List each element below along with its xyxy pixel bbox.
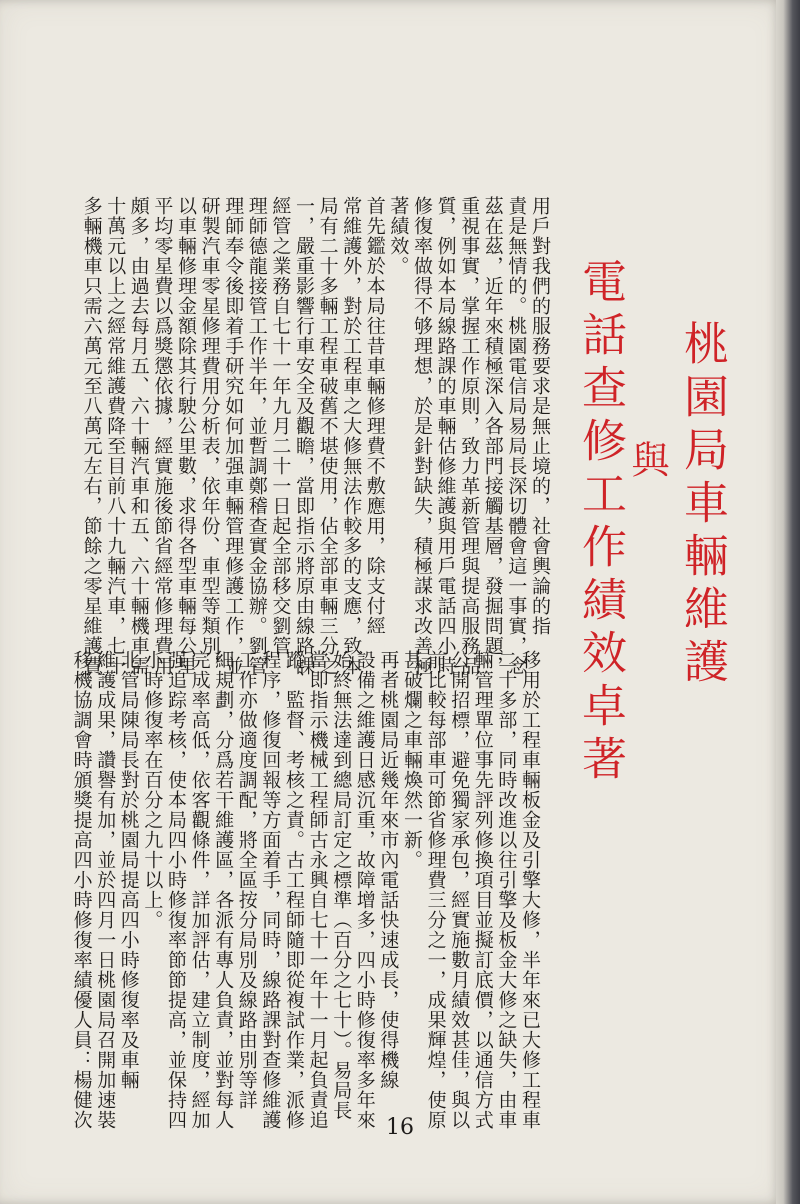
text-column: 茲在茲，近年來積極深入各部門接觸基層，發掘問題， bbox=[481, 196, 504, 676]
text-column: 修復率做得不够理想，於是針對缺失，積極謀求改善極 bbox=[411, 196, 433, 676]
text-column: 北管局陳局長對於桃園局提高四小時修復率及車輛 bbox=[117, 650, 140, 1090]
text-column: 細規劃，分爲若干維護區，各派有專人負責，並對每人 bbox=[212, 650, 235, 1130]
text-column: 移用於工程車輛板金及引擎大修，半年來已大修工程車 bbox=[519, 650, 541, 1130]
text-column: 小時修復率在百分之九十以上。 bbox=[141, 650, 164, 930]
text-column: 再者桃園局近幾年來市內電話快速成長，使得機線 bbox=[377, 650, 400, 1090]
text-column: 前比較每部車可節省修理費三分之一，成果輝煌，使原 bbox=[424, 650, 447, 1130]
text-column: 局有二十多輛工程車破舊不堪使用，佔全部車輛三分之 bbox=[316, 196, 339, 676]
text-column: 質，例如本局線路課的車輛估修維護與用戶電話四小時 bbox=[434, 196, 457, 676]
text-column: 工作亦做適度調配，將全區按分局別及線路由別等詳 bbox=[235, 650, 258, 1110]
text-column: 甚破爛之車輛煥然一新。 bbox=[401, 650, 423, 870]
text-column: 蹤、監督、考核之責。古工程師隨即從複試作業，派修 bbox=[283, 650, 305, 1130]
text-column: 理師德龍接管工作半年，並暫調鄭稽查實金協辦。劉管 bbox=[245, 196, 268, 676]
text-column: 以車輛修理金額除其行駛公里數，求得各型車輛每公里 bbox=[175, 196, 197, 676]
text-column: 責是無情的。桃園電信局易局長深切體會這一事實，念 bbox=[505, 196, 528, 676]
text-column: 著績效。 bbox=[387, 196, 410, 276]
text-column: 首先鑑於本局往昔車輛修理費不敷應用，除支付經 bbox=[363, 196, 386, 636]
title-line-1: 桃園局車輛維護 bbox=[676, 320, 729, 691]
text-column: 完成率高低，依客觀條件，詳加評估，建立制度，經加 bbox=[188, 650, 211, 1130]
text-column: 理師奉令後即着手研究如何加强車輛管理修護工作，並 bbox=[222, 196, 245, 676]
text-column: 頗多，由過去每月五、六十輛汽車和五、六十輛機車需 bbox=[127, 196, 150, 676]
text-column: 二十多部，同時改進以往引擎及板金大修之缺失，由車 bbox=[495, 650, 518, 1130]
text-column: 程序，修復回報等方面着手，同時，線路課對查修維護 bbox=[259, 650, 282, 1130]
text-column: 用戶對我們的服務要求是無止境的，社會輿論的指 bbox=[529, 196, 551, 636]
text-column: 多輛機車只需六萬元至八萬元左右，節餘之零星維護費 bbox=[80, 196, 103, 676]
text-column: 當即指示機械工程師古永興自七十一年十一月起負責追 bbox=[306, 650, 329, 1130]
text-column: 維護成果，讚譽有加，並於四月一日桃園局召開加速裝 bbox=[94, 650, 117, 1130]
text-column: 研製汽車零星修理費用分析表，依年份、車型等類別， bbox=[198, 196, 221, 676]
text-column: 强追踪考核，使本局四小時修復率節節提高，並保持四 bbox=[165, 650, 187, 1130]
text-column: 公開招標，避免獨家承包，經實施數月績效甚佳，與以 bbox=[448, 650, 471, 1130]
text-column: 移機協調會時頒獎提高四小時修復率績優人員：楊健次 bbox=[70, 650, 93, 1130]
text-column: 十萬元以上之經常維護費降至目前八十九輛汽車，七十 bbox=[104, 196, 127, 676]
page-edge bbox=[776, 0, 800, 1204]
text-column: 始終無法達到總局訂定之標準（百分之七十）。易局長 bbox=[330, 650, 353, 1121]
text-column: 重視事實，掌握工作原則，致力革新管理與提高服務品 bbox=[458, 196, 481, 676]
text-column: 平均零星費以爲獎懲依據，經實施後節省經常修理費用 bbox=[151, 196, 174, 676]
text-column: 經管之業務自七十一年九月二十一日起全部移交劉管 bbox=[269, 196, 292, 656]
title-line-2: 電話查修工作績效卓著 bbox=[574, 258, 627, 788]
text-column: 一，嚴重影響行車安全及觀瞻，當即指示將原由線路課 bbox=[293, 196, 315, 676]
text-column: 輛管理單位事先評列修換項目並擬訂底價，以通信方式 bbox=[471, 650, 494, 1130]
text-column: 常維護外，對於工程車之大修無法作較多的支應，致本 bbox=[340, 196, 363, 676]
text-column: 設備之維護日感沉重，故障增多，四小時修復率多年來 bbox=[353, 650, 376, 1130]
title-conjunction: 與 bbox=[625, 440, 669, 486]
page-number: 16 bbox=[386, 1115, 414, 1140]
